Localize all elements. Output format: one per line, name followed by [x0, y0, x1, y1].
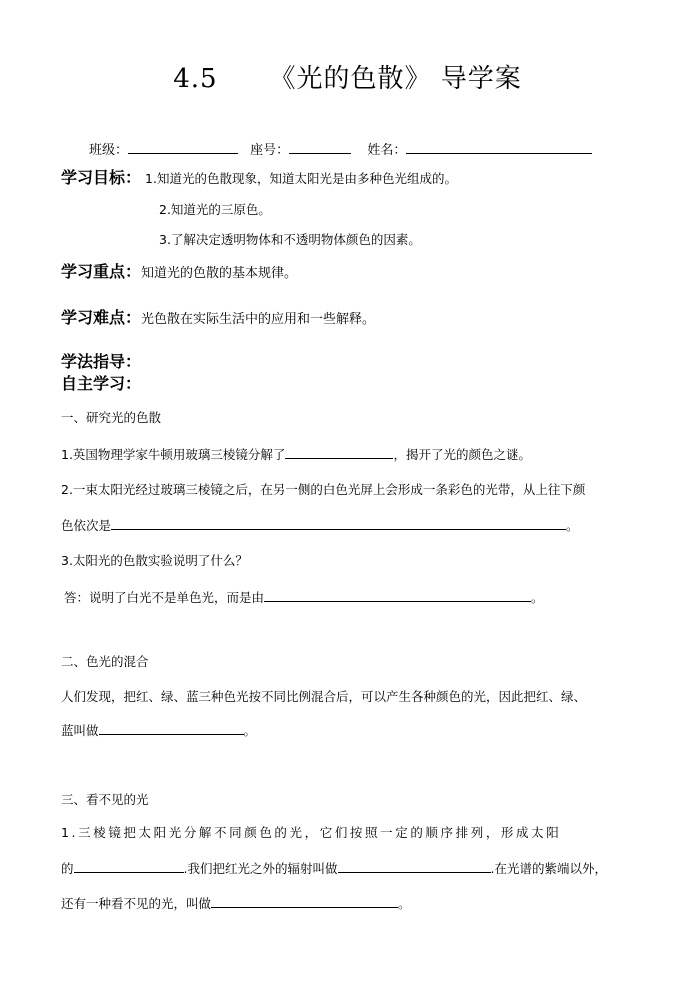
- name-label: 姓名：: [367, 143, 407, 158]
- section1-q2-line2: [61, 515, 579, 534]
- section1-q2-line1: 2.一束太阳光经过玻璃三棱镜之后，在另一侧的白色光屏上会形成一条彩色的光带，从上往下颜: [61, 482, 586, 497]
- class-blank[interactable]: [128, 139, 238, 154]
- section3-line2: [61, 858, 607, 877]
- objective-item-2: 2.知道光的三原色。: [159, 202, 271, 217]
- ultraviolet-blank[interactable]: [211, 893, 398, 908]
- section3-title: 三、看不见的光: [61, 792, 149, 807]
- section1-q3: 3.太阳光的色散实验说明了什么？: [61, 553, 248, 568]
- objectives-heading: 学习目标：: [61, 168, 142, 187]
- q2-blank[interactable]: [111, 515, 566, 530]
- section2-line2: [61, 720, 256, 739]
- answer-text-b: 。: [531, 590, 544, 605]
- key-point-text: 知道光的色散的基本规律。: [141, 266, 298, 281]
- key-point-row: [61, 259, 297, 282]
- section3-line1: 1.三棱镜把太阳光分解不同颜色的光，它们按照一定的顺序排列，形成太阳: [61, 825, 562, 840]
- spectrum-blank[interactable]: [74, 858, 184, 873]
- guidance-heading: 学法指导：: [61, 352, 142, 371]
- q1-text-a: 1.英国物理学家牛顿用玻璃三棱镜分解了: [61, 447, 286, 462]
- section3-text-a: 的: [61, 861, 74, 876]
- section2-text-b: 。: [243, 723, 257, 738]
- q2-text-a: 色依次是: [61, 518, 112, 533]
- title-number: 4.5: [173, 64, 218, 94]
- section3-text-b: .我们把红光之外的辐射叫做: [183, 861, 338, 876]
- difficulty-row: [61, 305, 375, 328]
- objectives-row: [61, 165, 457, 188]
- section1-answer: [64, 587, 544, 606]
- difficulty-text: 光色散在实际生活中的应用和一些解释。: [141, 312, 376, 327]
- section3-text-d: 还有一种看不见的光，叫做: [61, 896, 212, 911]
- section2-text-a: 蓝叫做: [61, 723, 99, 738]
- answer-blank[interactable]: [264, 587, 531, 602]
- class-label: 班级：: [89, 143, 129, 158]
- section2-blank[interactable]: [99, 720, 244, 735]
- info-line: [89, 139, 592, 158]
- section2-title: 二、色光的混合: [61, 654, 149, 669]
- seat-blank[interactable]: [289, 139, 351, 154]
- answer-text-a: 答：说明了白光不是单色光，而是由: [64, 590, 265, 605]
- q1-blank[interactable]: [285, 444, 393, 459]
- section2-line1: 人们发现，把红、绿、蓝三种色光按不同比例混合后，可以产生各种颜色的光，因此把红、绿、: [61, 689, 587, 704]
- objective-item-1: 1.知道光的色散现象，知道太阳光是由多种色光组成的。: [145, 171, 457, 186]
- self-study-heading: 自主学习：: [61, 374, 142, 393]
- difficulty-heading: 学习难点：: [61, 308, 142, 327]
- seat-label: 座号：: [250, 143, 290, 158]
- section3-text-c: .在光谱的紫端以外，: [490, 861, 607, 876]
- section1-title: 一、研究光的色散: [61, 410, 162, 425]
- section3-text-e: 。: [398, 896, 411, 911]
- page-title: [0, 58, 695, 95]
- q2-text-b: 。: [566, 518, 579, 533]
- infrared-blank[interactable]: [338, 858, 491, 873]
- section1-q1: [61, 444, 531, 463]
- title-main: 《光的色散》 导学案: [269, 64, 522, 94]
- q1-text-b: ，揭开了光的颜色之谜。: [393, 447, 531, 462]
- name-blank[interactable]: [406, 139, 592, 154]
- objective-item-3: 3.了解决定透明物体和不透明物体颜色的因素。: [159, 232, 421, 247]
- key-point-heading: 学习重点：: [61, 262, 142, 281]
- section3-line3: [61, 893, 411, 912]
